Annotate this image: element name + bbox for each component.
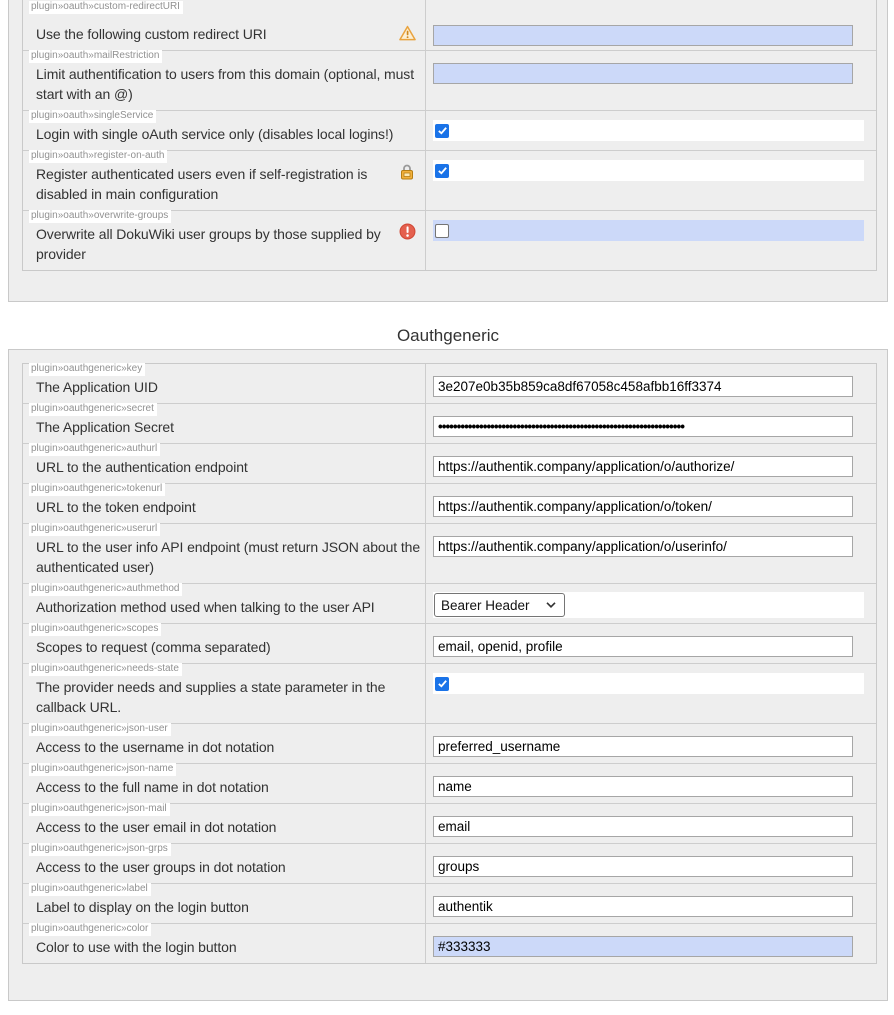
setting-row <box>23 663 876 723</box>
setting-label: Login with single oAuth service only (disables local logins!) <box>36 126 394 142</box>
setting-checkbox[interactable] <box>435 677 449 691</box>
setting-key: plugin»oauthgeneric»label <box>29 883 151 896</box>
setting-text-input[interactable] <box>433 856 853 877</box>
setting-key: plugin»oauthgeneric»tokenurl <box>29 483 165 496</box>
setting-value-cell <box>426 51 876 110</box>
setting-row <box>23 843 876 883</box>
setting-row <box>23 110 876 150</box>
setting-label-cell <box>23 584 426 623</box>
setting-value-cell <box>426 111 876 150</box>
setting-row <box>23 763 876 803</box>
setting-value-cell <box>426 884 876 923</box>
select-selected-value: Bearer Header <box>441 597 530 613</box>
setting-label-cell <box>23 51 426 110</box>
setting-key: plugin»oauth»register-on-auth <box>29 150 167 163</box>
setting-label-cell <box>23 724 426 763</box>
setting-text-input[interactable] <box>433 416 853 437</box>
error-icon <box>399 223 416 240</box>
setting-label: Register authenticated users even if self-registration is disabled in main configuration <box>36 166 368 202</box>
setting-value-cell <box>426 764 876 803</box>
setting-row <box>23 483 876 523</box>
setting-text-input[interactable] <box>433 776 853 797</box>
setting-label-cell <box>23 804 426 843</box>
setting-row <box>23 523 876 583</box>
setting-control-strip <box>433 592 864 618</box>
setting-control-strip <box>433 220 864 241</box>
setting-text-input[interactable] <box>433 896 853 917</box>
setting-text-input[interactable] <box>433 736 853 757</box>
setting-key: plugin»oauthgeneric»color <box>29 923 151 936</box>
warning-icon <box>399 25 416 41</box>
setting-key: plugin»oauthgeneric»userurl <box>29 523 160 536</box>
setting-label-cell <box>23 624 426 663</box>
checkmark-icon <box>437 125 448 136</box>
setting-label: The Application UID <box>36 379 158 395</box>
setting-label: The provider needs and supplies a state parameter in the callback URL. <box>36 679 386 715</box>
setting-label-cell <box>23 484 426 523</box>
setting-label-cell <box>23 524 426 583</box>
setting-key: plugin»oauthgeneric»json-mail <box>29 803 170 816</box>
setting-label-cell <box>23 111 426 150</box>
setting-key: plugin»oauth»singleService <box>29 110 156 123</box>
setting-row <box>23 150 876 210</box>
oauth-plugin-section <box>8 0 888 302</box>
setting-key: plugin»oauth»overwrite-groups <box>29 210 171 223</box>
checkmark-icon <box>437 678 448 689</box>
setting-label-cell <box>23 151 426 210</box>
setting-row <box>23 0 876 50</box>
setting-label-cell <box>23 0 426 50</box>
setting-value-cell <box>426 844 876 883</box>
setting-key: plugin»oauthgeneric»key <box>29 363 145 376</box>
lock-icon <box>399 163 415 180</box>
oauth-settings-table <box>22 0 877 271</box>
setting-label-cell <box>23 664 426 723</box>
oauthgeneric-plugin-section <box>8 349 888 1001</box>
config-manager <box>8 0 888 1001</box>
setting-label: Overwrite all DokuWiki user groups by those supplied by provider <box>36 226 381 262</box>
setting-control-strip <box>433 160 864 181</box>
setting-label: Access to the full name in dot notation <box>36 779 269 795</box>
setting-row <box>23 723 876 763</box>
setting-value-cell <box>426 664 876 723</box>
setting-value-cell <box>426 624 876 663</box>
setting-checkbox[interactable] <box>435 224 449 238</box>
setting-key: plugin»oauthgeneric»secret <box>29 403 157 416</box>
setting-row <box>23 403 876 443</box>
setting-row <box>23 623 876 663</box>
setting-label-cell <box>23 844 426 883</box>
setting-label: URL to the authentication endpoint <box>36 459 248 475</box>
setting-label: The Application Secret <box>36 419 174 435</box>
setting-value-cell <box>426 364 876 403</box>
setting-row <box>23 50 876 110</box>
setting-key: plugin»oauthgeneric»json-grps <box>29 843 171 856</box>
setting-label-cell <box>23 444 426 483</box>
setting-key: plugin»oauthgeneric»json-name <box>29 763 176 776</box>
setting-control-strip <box>433 120 864 141</box>
setting-key: plugin»oauth»custom-redirectURI <box>29 1 183 14</box>
setting-value-cell <box>426 404 876 443</box>
setting-label: Scopes to request (comma separated) <box>36 639 271 655</box>
setting-label: Access to the user groups in dot notation <box>36 859 286 875</box>
section-heading: Oauthgeneric <box>396 326 500 345</box>
setting-value-cell <box>426 724 876 763</box>
setting-label-cell <box>23 404 426 443</box>
setting-row <box>23 583 876 623</box>
setting-value-cell <box>426 484 876 523</box>
setting-label: Limit authentification to users from this domain (optional, must start with an @) <box>36 66 414 102</box>
setting-label: Label to display on the login button <box>36 899 249 915</box>
oauthgeneric-settings-table <box>22 363 877 964</box>
setting-label: Authorization method used when talking to the user API <box>36 599 375 615</box>
setting-value-cell <box>426 211 876 270</box>
setting-row <box>23 923 876 963</box>
setting-text-input[interactable] <box>433 536 853 557</box>
setting-text-input[interactable] <box>433 456 853 477</box>
setting-label: URL to the user info API endpoint (must return JSON about the authenticated user) <box>36 539 421 575</box>
setting-label-cell <box>23 211 426 270</box>
setting-value-cell <box>426 524 876 583</box>
checkmark-icon <box>437 165 448 176</box>
setting-text-input[interactable] <box>433 63 853 84</box>
setting-key: plugin»oauthgeneric»authmethod <box>29 583 182 596</box>
setting-row <box>23 883 876 923</box>
setting-text-input[interactable] <box>433 816 853 837</box>
setting-text-input[interactable] <box>433 496 853 517</box>
setting-value-cell <box>426 444 876 483</box>
setting-label-cell <box>23 924 426 963</box>
setting-row <box>23 803 876 843</box>
setting-label: Access to the user email in dot notation <box>36 819 277 835</box>
setting-checkbox[interactable] <box>435 164 449 178</box>
setting-row <box>23 443 876 483</box>
setting-label: Use the following custom redirect URI <box>36 26 267 42</box>
setting-row <box>23 364 876 403</box>
setting-key: plugin»oauthgeneric»json-user <box>29 723 171 736</box>
setting-label-cell <box>23 764 426 803</box>
setting-value-cell <box>426 151 876 210</box>
setting-label-cell <box>23 364 426 403</box>
setting-select[interactable] <box>434 593 565 617</box>
setting-value-cell <box>426 0 876 50</box>
setting-label: URL to the token endpoint <box>36 499 196 515</box>
setting-text-input[interactable] <box>433 936 853 957</box>
setting-label-cell <box>23 884 426 923</box>
setting-key: plugin»oauthgeneric»scopes <box>29 623 161 636</box>
setting-value-cell <box>426 924 876 963</box>
setting-key: plugin»oauth»mailRestriction <box>29 50 162 63</box>
setting-key: plugin»oauthgeneric»needs-state <box>29 663 182 676</box>
setting-text-input[interactable] <box>433 376 853 397</box>
setting-checkbox[interactable] <box>435 124 449 138</box>
chevron-down-icon <box>546 602 556 608</box>
setting-value-cell <box>426 584 876 623</box>
setting-control-strip <box>433 673 864 694</box>
setting-label: Color to use with the login button <box>36 939 237 955</box>
setting-row <box>23 210 876 270</box>
setting-text-input[interactable] <box>433 636 853 657</box>
setting-key: plugin»oauthgeneric»authurl <box>29 443 160 456</box>
setting-value-cell <box>426 804 876 843</box>
setting-label: Access to the username in dot notation <box>36 739 275 755</box>
setting-text-input[interactable] <box>433 25 853 46</box>
